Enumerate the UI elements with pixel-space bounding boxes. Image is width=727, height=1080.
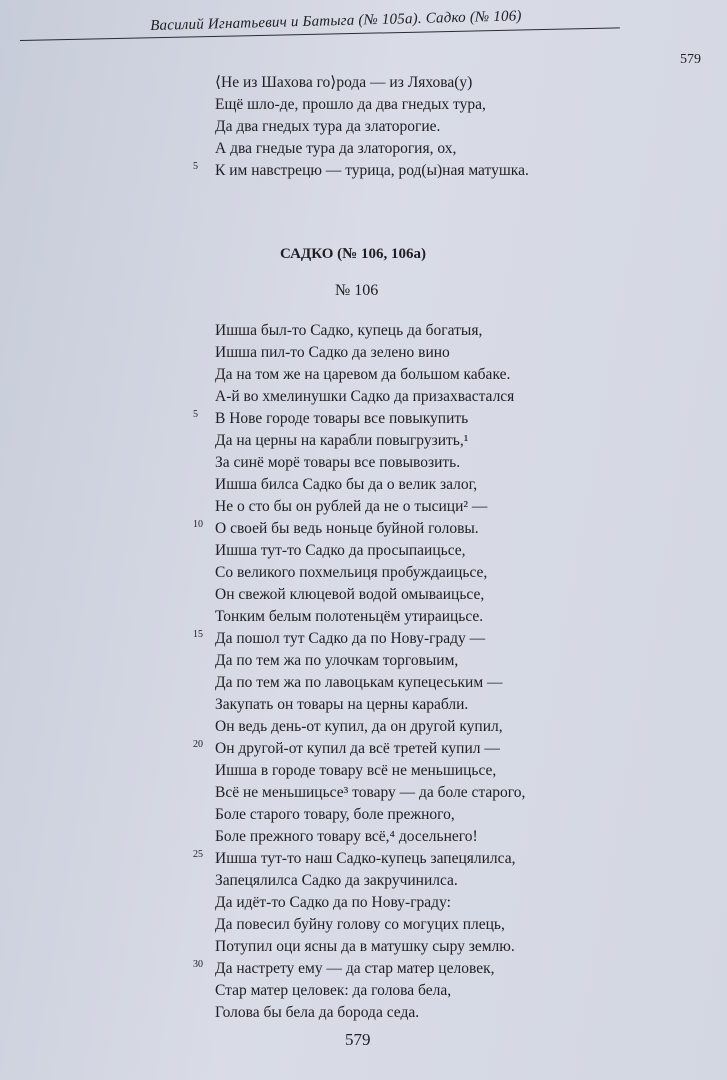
verse-line [215, 760, 655, 782]
running-head: Василий Игнатьевич и Батыга (№ 105а). Садко (№ 106) [150, 8, 522, 34]
verse-line [215, 782, 655, 804]
verse-text: О своей бы ведь ноньце буйной головы. [215, 520, 479, 537]
verse-text: Да по тем жа по лавоцькам купецеським — [215, 674, 503, 691]
verse-text: Боле старого товару, боле прежного, [215, 806, 455, 823]
verse-text: Запецялилса Садко да закручинилса. [215, 872, 458, 889]
verse-text: А-й во хмелинушки Садко да призахвастался [215, 388, 515, 405]
verse-line [215, 320, 655, 342]
verse-line [193, 518, 655, 540]
verse-text: В Нове городе товары все повыкупить [215, 410, 469, 427]
verse-text: Да по тем жа по улочкам торговыим, [215, 652, 459, 669]
verse-line [215, 650, 655, 672]
page-number-bottom: 579 [345, 1030, 371, 1049]
verse-line [215, 826, 655, 848]
previous-poem-ending [193, 72, 655, 182]
verse-line [215, 116, 655, 138]
poem-text [193, 320, 655, 1024]
verse-text: К им навстрецю — турица, род(ы)ная матушка. [215, 162, 529, 179]
verse-line [215, 672, 655, 694]
verse-text: Он другой-от купил да всё третей купил — [215, 740, 500, 757]
verse-text: Ишша тут-то наш Садко-купець запецялилса, [215, 850, 516, 867]
verse-line [215, 364, 655, 386]
verse-text: Да настрету ему — да стар матер целовек, [215, 960, 495, 977]
verse-line [215, 936, 655, 958]
verse-text: Со великого похмельиця пробуждаицьсе, [215, 564, 488, 581]
verse-line [215, 72, 655, 94]
verse-line [215, 452, 655, 474]
line-number: 5 [193, 409, 198, 420]
verse-text: Ишша билса Садко бы да о велик залог, [215, 476, 478, 493]
verse-line [215, 584, 655, 606]
verse-text: Стар матер целовек: да голова бела, [215, 982, 452, 999]
verse-line [215, 138, 655, 160]
verse-text: Ишша в городе товару всё не меньшицьсе, [215, 762, 497, 779]
poem-number: № 106 [335, 282, 379, 299]
verse-line [193, 160, 655, 182]
verse-text: Да на церны на карабли повыгрузить,¹ [215, 432, 469, 449]
verse-text: Ишша тут-то Садко да просыпаицьсе, [215, 542, 466, 559]
verse-line [215, 496, 655, 518]
verse-line [193, 848, 655, 870]
line-number: 25 [193, 849, 203, 860]
verse-text: Тонким белым полотеньцём утираицьсе. [215, 608, 484, 625]
verse-text: Ещё шло-де, прошло да два гнедых тура, [215, 96, 486, 113]
verse-text: Не о сто бы он рублей да не о тысици² — [215, 498, 488, 515]
verse-line [215, 694, 655, 716]
verse-line [215, 606, 655, 628]
line-number: 5 [193, 161, 198, 172]
verse-line [215, 1002, 655, 1024]
verse-text: Боле прежного товару всё,⁴ досельнего! [215, 828, 478, 845]
verse-text: За синё морё товары все повывозить. [215, 454, 461, 471]
verse-line [215, 562, 655, 584]
verse-line [215, 892, 655, 914]
verse-text: Да идёт-то Садко да по Нову-граду: [215, 894, 451, 911]
verse-line [215, 94, 655, 116]
verse-line [215, 540, 655, 562]
verse-text: Ишша был-то Садко, купець да богатыя, [215, 322, 483, 339]
verse-line [215, 870, 655, 892]
verse-line [193, 408, 655, 430]
verse-text: Он ведь день-от купил, да он другой купил, [215, 718, 503, 735]
verse-text: Потупил оци ясны да в матушку сыру землю. [215, 938, 515, 955]
verse-text: Да два гнедых тура да златорогие. [215, 118, 441, 135]
verse-line [215, 474, 655, 496]
verse-text: Всё не меньшицьсе³ товару — да боле старого, [215, 784, 526, 801]
section-title: САДКО (№ 106, 106а) [280, 246, 426, 262]
verse-text: Да повесил буйну голову со могуцих плець, [215, 916, 505, 933]
verse-line [215, 386, 655, 408]
verse-text: ⟨Не из Шахова го⟩рода — из Ляхова(у) [215, 74, 473, 91]
verse-line [215, 980, 655, 1002]
verse-text: Закупать он товары на церны карабли. [215, 696, 469, 713]
verse-text: Да на том же на царевом да большом кабаке. [215, 366, 511, 383]
verse-line [215, 716, 655, 738]
line-number: 30 [193, 959, 203, 970]
page-header [0, 0, 727, 67]
verse-text: Ишша пил-то Садко да зелено вино [215, 344, 450, 361]
verse-text: Он свежой клюцевой водой омываицьсе, [215, 586, 485, 603]
page-number-top: 579 [680, 52, 701, 67]
verse-text: А два гнедые тура да златорогия, ох, [215, 140, 457, 157]
line-number: 20 [193, 739, 203, 750]
verse-line [215, 804, 655, 826]
verse-line [193, 628, 655, 650]
verse-line [215, 342, 655, 364]
verse-text: Голова бы бела да борода седа. [215, 1004, 420, 1021]
line-number: 10 [193, 519, 203, 530]
verse-text: Да пошол тут Садко да по Нову-граду — [215, 630, 486, 647]
verse-line [193, 738, 655, 760]
verse-line [215, 430, 655, 452]
verse-line [193, 958, 655, 980]
verse-line [215, 914, 655, 936]
line-number: 15 [193, 629, 203, 640]
